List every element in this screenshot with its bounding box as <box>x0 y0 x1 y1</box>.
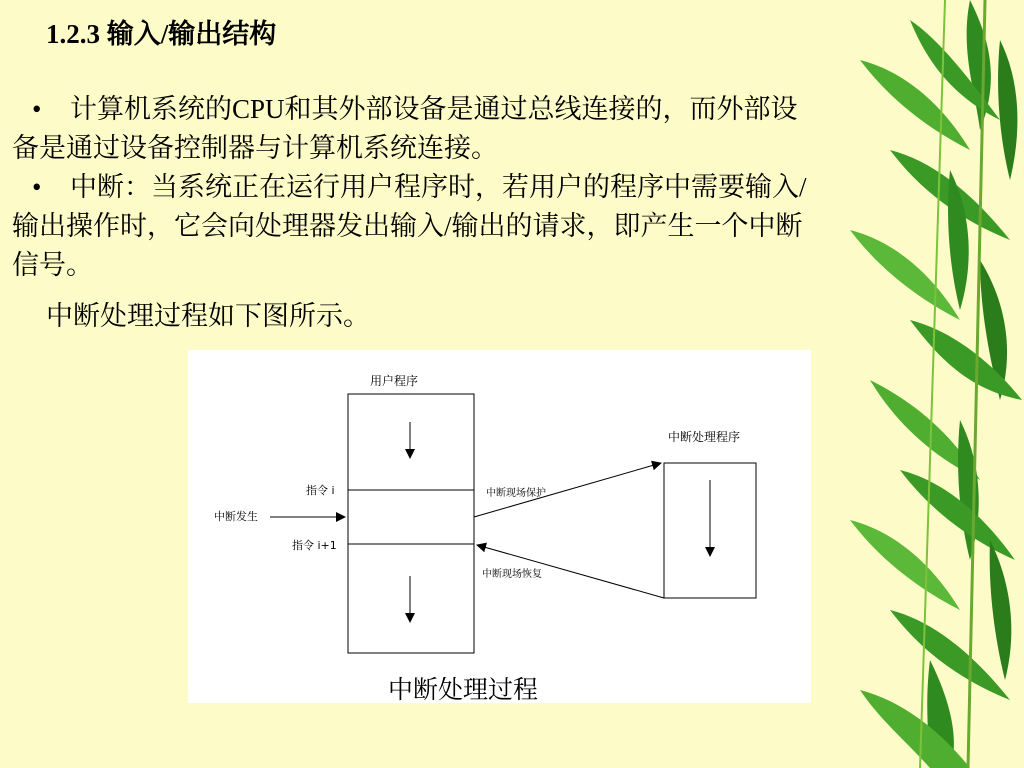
bullet-1-line1: 计算机系统的CPU和其外部设备是通过总线连接的，而外部设 <box>70 94 798 124</box>
interrupt-handler-label: 中断处理程序 <box>668 430 741 444</box>
interrupt-diagram <box>188 350 811 703</box>
user-program-box <box>348 394 474 653</box>
slide-title: 1.2.3 输入/输出结构 <box>46 19 277 49</box>
bullet-2-line2: 输出操作时，它会向处理器发出输入/输出的请求，即产生一个中断 <box>12 211 803 241</box>
bullet-2-line3: 信号。 <box>12 250 93 280</box>
interrupt-occurs-label: 中断发生 <box>214 510 258 523</box>
user-program-label: 用户程序 <box>370 374 419 388</box>
save-context-label: 中断现场保护 <box>486 488 546 499</box>
figure-intro: 中断处理过程如下图所示。 <box>46 301 370 331</box>
instr-i1-label: 指令 i+1 <box>292 539 337 552</box>
bullet-1 <box>12 90 1012 168</box>
restore-context-label: 中断现场恢复 <box>482 569 542 580</box>
bullet-symbol: • <box>32 94 42 124</box>
figure-caption: 中断处理过程 <box>388 677 539 704</box>
instr-i-label: 指令 i <box>306 484 335 497</box>
diagram-graphics <box>188 350 811 703</box>
bullet-1-line2: 备是通过设备控制器与计算机系统连接。 <box>12 133 498 163</box>
bullet-2-line1: 中断：当系统正在运行用户程序时，若用户的程序中需要输入/ <box>70 172 807 202</box>
bullet-2 <box>12 168 1012 285</box>
bullet-symbol: • <box>32 172 42 202</box>
